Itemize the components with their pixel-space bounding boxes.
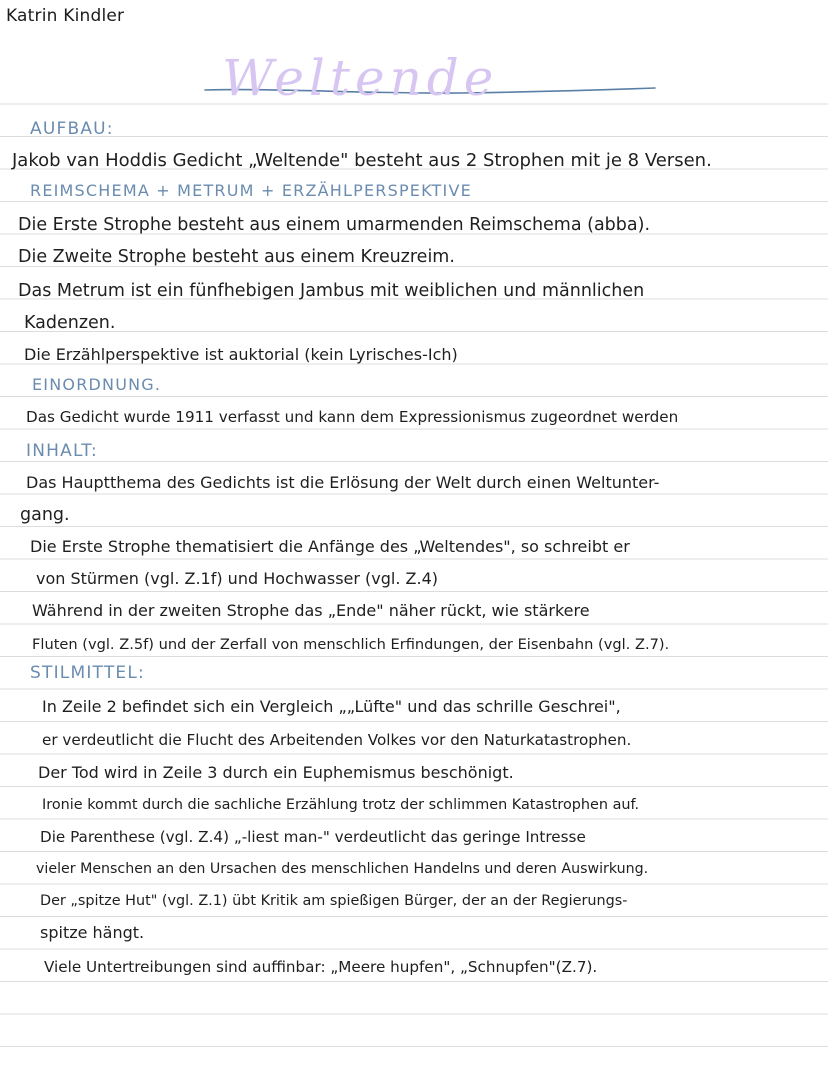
text-line: er verdeutlicht die Flucht des Arbeitenden Volkes vor den Naturkatastrophen. — [42, 731, 632, 749]
author-name: Katrin Kindler — [6, 6, 125, 26]
text-line: Ironie kommt durch die sachliche Erzählung trotz der schlimmen Katastrophen auf. — [42, 797, 640, 813]
text-line: Die Erzählperspektive ist auktorial (kein Lyrisches-Ich) — [24, 345, 458, 364]
text-line: gang. — [20, 505, 70, 525]
text-line: vieler Menschen an den Ursachen des menschlichen Handelns und deren Auswirkung. — [36, 861, 649, 877]
page-title: Weltende — [222, 49, 499, 107]
text-line: spitze hängt. — [40, 923, 145, 942]
text-line: Fluten (vgl. Z.5f) und der Zerfall von menschlich Erfindungen, der Eisenbahn (vgl. Z.7). — [32, 636, 670, 653]
heading-stilmittel: STILMITTEL: — [30, 663, 145, 683]
text-line: Die Parenthese (vgl. Z.4) „-liest man-" verdeutlicht das geringe Intresse — [40, 828, 586, 846]
text-line: Die Erste Strophe thematisiert die Anfänge des „Weltendes", so schreibt er — [30, 537, 630, 556]
text-line: Das Gedicht wurde 1911 verfasst und kann dem Expressionismus zugeordnet werden — [26, 408, 679, 426]
heading-reimschema: REIMSCHEMA + METRUM + ERZÄHLPERSPEKTIVE — [30, 181, 472, 200]
text-line: Der Tod wird in Zeile 3 durch ein Euphemismus beschönigt. — [38, 763, 514, 782]
heading-aufbau: AUFBAU: — [30, 119, 114, 139]
text-line: von Stürmen (vgl. Z.1f) und Hochwasser (vgl. Z.4) — [36, 569, 438, 588]
text-line: Viele Untertreibungen sind auffinbar: „Meere hupfen", „Schnupfen"(Z.7). — [44, 958, 598, 976]
text-line: In Zeile 2 befindet sich ein Vergleich „„Lüfte" und das schrille Geschrei", — [42, 697, 621, 716]
text-line: Das Hauptthema des Gedichts ist die Erlösung der Welt durch einen Weltunter- — [26, 473, 660, 492]
text-line: Jakob van Hoddis Gedicht „Weltende" besteht aus 2 Strophen mit je 8 Versen. — [12, 150, 712, 171]
text-line: Der „spitze Hut" (vgl. Z.1) übt Kritik am spießigen Bürger, der an der Regierungs- — [40, 893, 628, 909]
text-line: Die Erste Strophe besteht aus einem umarmenden Reimschema (abba). — [18, 215, 651, 235]
text-line: Die Zweite Strophe besteht aus einem Kreuzreim. — [18, 247, 455, 267]
heading-inhalt: INHALT: — [26, 441, 98, 461]
text-line: Kadenzen. — [24, 313, 116, 333]
text-line: Das Metrum ist ein fünfhebigen Jambus mit weiblichen und männlichen — [18, 281, 645, 301]
heading-einordnung: EINORDNUNG. — [32, 375, 162, 394]
text-line: Während in der zweiten Strophe das „Ende" näher rückt, wie stärkere — [32, 601, 590, 620]
title-block — [200, 50, 660, 110]
